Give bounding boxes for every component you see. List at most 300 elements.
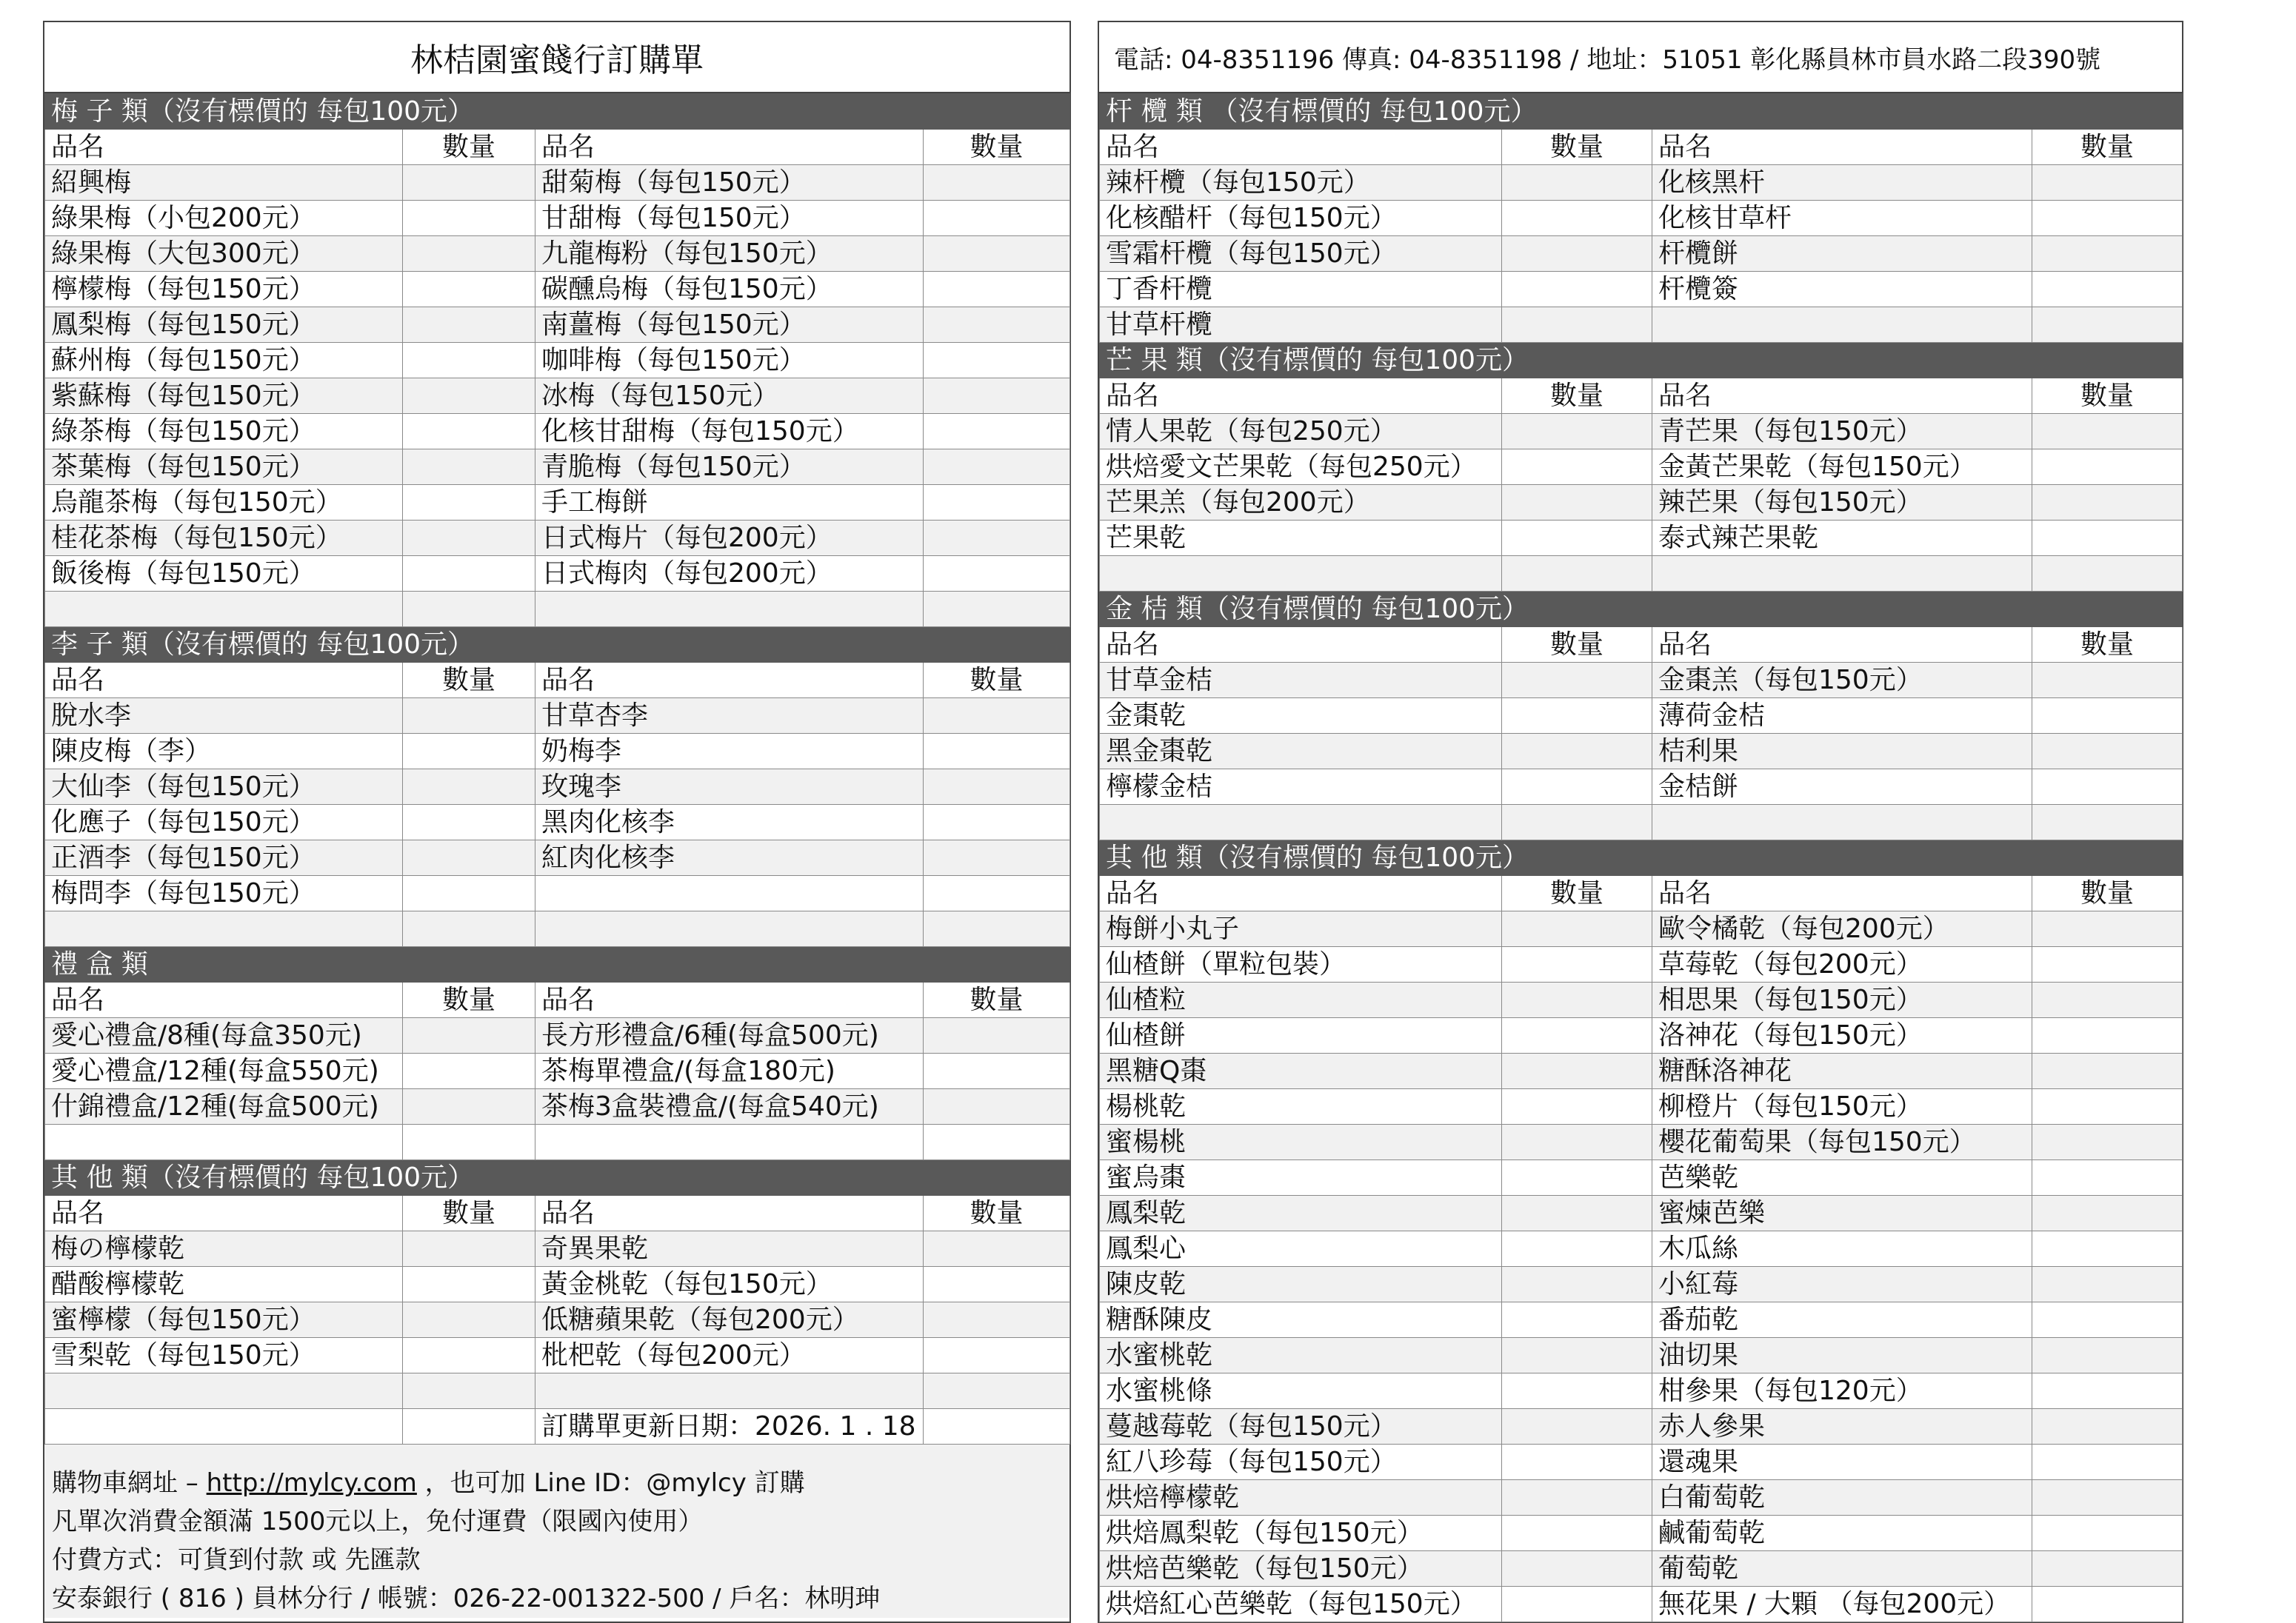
section-header: [1100, 343, 2183, 378]
quantity-cell[interactable]: [403, 769, 535, 805]
product-name: 梅問李（每包150元）: [45, 876, 403, 911]
product-name: 愛心禮盒/8種(每盒350元): [45, 1018, 403, 1054]
quantity-cell[interactable]: [1502, 1302, 1652, 1338]
table-row: [45, 1302, 1070, 1338]
quantity-cell[interactable]: [403, 449, 535, 485]
quantity-cell[interactable]: [924, 165, 1070, 201]
table-row: [45, 1125, 1070, 1160]
quantity-cell[interactable]: [403, 236, 535, 272]
section-title: 芒 果 類（沒有標價的 每包100元）: [1100, 343, 2183, 378]
quantity-cell[interactable]: [1502, 201, 1652, 236]
quantity-cell[interactable]: [2032, 1516, 2183, 1551]
column-header-name: 品名: [45, 1196, 403, 1231]
quantity-cell[interactable]: [2032, 663, 2183, 698]
quantity-cell[interactable]: [2032, 307, 2183, 343]
quantity-cell[interactable]: [1502, 1125, 1652, 1160]
quantity-cell[interactable]: [924, 1018, 1070, 1054]
table-row: [45, 592, 1070, 627]
order-form-right-panel: [1098, 21, 2183, 1623]
quantity-cell[interactable]: [2032, 201, 2183, 236]
quantity-cell[interactable]: [924, 1231, 1070, 1267]
quantity-cell[interactable]: [1502, 1587, 1652, 1622]
quantity-cell[interactable]: [924, 485, 1070, 521]
table-row: [45, 201, 1070, 236]
section-title: 金 桔 類（沒有標價的 每包100元）: [1100, 592, 2183, 627]
quantity-cell[interactable]: [2032, 1196, 2183, 1231]
column-header-qty: 數量: [2032, 876, 2183, 911]
table-row: [45, 414, 1070, 449]
table-row: [1100, 1125, 2183, 1160]
quantity-cell[interactable]: [924, 1054, 1070, 1089]
table-row: [45, 307, 1070, 343]
product-name: 黑金棗乾: [1100, 734, 1502, 769]
product-name: 蜜烏棗: [1100, 1160, 1502, 1196]
table-row: [45, 272, 1070, 307]
product-name: 金黃芒果乾（每包150元）: [1652, 449, 2032, 485]
product-name: 紅肉化核李: [535, 840, 924, 876]
product-name: 桔利果: [1652, 734, 2032, 769]
quantity-cell[interactable]: [924, 449, 1070, 485]
quantity-cell[interactable]: [1502, 1409, 1652, 1445]
product-name: 辣芒果（每包150元）: [1652, 485, 2032, 521]
quantity-cell[interactable]: [924, 698, 1070, 734]
product-name: [45, 592, 403, 627]
column-header-name: 品名: [535, 663, 924, 698]
table-row: [1100, 201, 2183, 236]
quantity-cell[interactable]: [1502, 1551, 1652, 1587]
column-header-name: 品名: [45, 663, 403, 698]
table-row: [45, 449, 1070, 485]
quantity-cell[interactable]: [1502, 414, 1652, 449]
product-name: [45, 1125, 403, 1160]
quantity-cell[interactable]: [403, 1018, 535, 1054]
quantity-cell[interactable]: [403, 698, 535, 734]
column-header-qty: 數量: [403, 663, 535, 698]
section-header: [45, 94, 1070, 130]
column-header-qty: 數量: [1502, 378, 1652, 414]
cart-line: [52, 1464, 1062, 1502]
right-product-table: [1099, 93, 2183, 1622]
quantity-cell[interactable]: [2032, 734, 2183, 769]
quantity-cell[interactable]: [403, 272, 535, 307]
quantity-cell[interactable]: [2032, 1373, 2183, 1409]
quantity-cell[interactable]: [403, 1267, 535, 1302]
quantity-cell[interactable]: [403, 1302, 535, 1338]
quantity-cell[interactable]: [924, 1267, 1070, 1302]
quantity-cell[interactable]: [2032, 1338, 2183, 1373]
product-name: 黑肉化核李: [535, 805, 924, 840]
table-row: [1100, 1089, 2183, 1125]
product-name: 化核甘草杆: [1652, 201, 2032, 236]
quantity-cell[interactable]: [2032, 236, 2183, 272]
product-name: 甘草杆欖: [1100, 307, 1502, 343]
table-row: [45, 1018, 1070, 1054]
quantity-cell[interactable]: [2032, 449, 2183, 485]
product-name: 南薑梅（每包150元）: [535, 307, 924, 343]
quantity-cell[interactable]: [1502, 983, 1652, 1018]
quantity-cell[interactable]: [1502, 556, 1652, 592]
column-header-qty: 數量: [403, 1196, 535, 1231]
quantity-cell[interactable]: [403, 805, 535, 840]
table-row: [45, 769, 1070, 805]
product-name: 情人果乾（每包250元）: [1100, 414, 1502, 449]
quantity-cell[interactable]: [403, 876, 535, 911]
quantity-cell[interactable]: [1502, 1338, 1652, 1373]
quantity-cell[interactable]: [924, 1409, 1070, 1445]
table-row: [1100, 449, 2183, 485]
product-name: 紹興梅: [45, 165, 403, 201]
quantity-cell[interactable]: [924, 840, 1070, 876]
quantity-cell[interactable]: [1502, 1160, 1652, 1196]
product-name: 冰梅（每包150元）: [535, 378, 924, 414]
quantity-cell[interactable]: [1502, 1196, 1652, 1231]
quantity-cell[interactable]: [1502, 663, 1652, 698]
quantity-cell[interactable]: [2032, 1480, 2183, 1516]
product-name: [45, 1409, 403, 1445]
quantity-cell[interactable]: [403, 734, 535, 769]
table-row: [1100, 1587, 2183, 1622]
product-name: [535, 592, 924, 627]
table-row: [45, 840, 1070, 876]
quantity-cell[interactable]: [1502, 449, 1652, 485]
product-name: 鳳梨乾: [1100, 1196, 1502, 1231]
quantity-cell[interactable]: [403, 343, 535, 378]
quantity-cell[interactable]: [2032, 414, 2183, 449]
quantity-cell[interactable]: [924, 911, 1070, 947]
section-title: 李 子 類（沒有標價的 每包100元）: [45, 627, 1070, 663]
quantity-cell[interactable]: [403, 378, 535, 414]
quantity-cell[interactable]: [924, 1125, 1070, 1160]
quantity-cell[interactable]: [1502, 521, 1652, 556]
product-name: 青脆梅（每包150元）: [535, 449, 924, 485]
cart-prefix: 購物車網址 –: [52, 1468, 207, 1498]
quantity-cell[interactable]: [924, 769, 1070, 805]
column-header-name: 品名: [535, 983, 924, 1018]
quantity-cell[interactable]: [403, 1373, 535, 1409]
product-name: 綠果梅（大包300元）: [45, 236, 403, 272]
product-name: 烘焙芭樂乾（每包150元）: [1100, 1551, 1502, 1587]
column-header-row: [1100, 378, 2183, 414]
quantity-cell[interactable]: [2032, 1089, 2183, 1125]
order-info-footer: [44, 1445, 1069, 1618]
product-name: 丁香杆欖: [1100, 272, 1502, 307]
quantity-cell[interactable]: [2032, 1551, 2183, 1587]
product-name: 仙楂粒: [1100, 983, 1502, 1018]
product-name: 醋酸檸檬乾: [45, 1267, 403, 1302]
quantity-cell[interactable]: [924, 272, 1070, 307]
quantity-cell[interactable]: [1502, 805, 1652, 840]
quantity-cell[interactable]: [403, 911, 535, 947]
quantity-cell[interactable]: [2032, 805, 2183, 840]
quantity-cell[interactable]: [403, 307, 535, 343]
quantity-cell[interactable]: [2032, 1125, 2183, 1160]
quantity-cell[interactable]: [1502, 236, 1652, 272]
product-name: 仙楂餅: [1100, 1018, 1502, 1054]
table-row: [1100, 1267, 2183, 1302]
product-name: 歐令橘乾（每包200元）: [1652, 911, 2032, 947]
column-header-qty: 數量: [1502, 130, 1652, 165]
table-row: [1100, 734, 2183, 769]
bank-account-note: 安泰銀行 ( 816 ) 員林分行 / 帳號：026-22-001322-500 / 戶名：林明珅: [52, 1584, 881, 1613]
product-name: 枇杷乾（每包200元）: [535, 1338, 924, 1373]
quantity-cell[interactable]: [1502, 165, 1652, 201]
table-row: [45, 1089, 1070, 1125]
quantity-cell[interactable]: [924, 805, 1070, 840]
product-name: 白葡萄乾: [1652, 1480, 2032, 1516]
section-header: [45, 627, 1070, 663]
quantity-cell[interactable]: [1502, 1373, 1652, 1409]
product-name: 雪霜杆欖（每包150元）: [1100, 236, 1502, 272]
product-name: 日式梅片（每包200元）: [535, 521, 924, 556]
table-row: [45, 236, 1070, 272]
quantity-cell[interactable]: [1502, 911, 1652, 947]
product-name: 蜜楊桃: [1100, 1125, 1502, 1160]
product-name: 蔓越莓乾（每包150元）: [1100, 1409, 1502, 1445]
quantity-cell[interactable]: [1502, 307, 1652, 343]
quantity-cell[interactable]: [924, 1338, 1070, 1373]
quantity-cell[interactable]: [1502, 769, 1652, 805]
product-name: 愛心禮盒/12種(每盒550元): [45, 1054, 403, 1089]
product-name: 長方形禮盒/6種(每盒500元): [535, 1018, 924, 1054]
table-row: [1100, 1409, 2183, 1445]
product-name: 茶梅單禮盒/(每盒180元): [535, 1054, 924, 1089]
quantity-cell[interactable]: [2032, 1409, 2183, 1445]
product-name: 紫蘇梅（每包150元）: [45, 378, 403, 414]
product-name: 脫水李: [45, 698, 403, 734]
product-name: 青芒果（每包150元）: [1652, 414, 2032, 449]
product-name: 相思果（每包150元）: [1652, 983, 2032, 1018]
quantity-cell[interactable]: [924, 1089, 1070, 1125]
quantity-cell[interactable]: [2032, 1587, 2183, 1622]
product-name: 杆欖簽: [1652, 272, 2032, 307]
product-name: [45, 911, 403, 947]
column-header-qty: 數量: [1502, 627, 1652, 663]
quantity-cell[interactable]: [403, 840, 535, 876]
quantity-cell[interactable]: [403, 521, 535, 556]
quantity-cell[interactable]: [1502, 1231, 1652, 1267]
column-header-row: [45, 130, 1070, 165]
column-header-name: 品名: [1652, 378, 2032, 414]
quantity-cell[interactable]: [924, 1373, 1070, 1409]
table-row: [1100, 521, 2183, 556]
product-name: 玫瑰李: [535, 769, 924, 805]
table-row: [45, 698, 1070, 734]
product-name: 烘焙紅心芭樂乾（每包150元）: [1100, 1587, 1502, 1622]
section-header: [45, 947, 1070, 983]
product-name: [535, 876, 924, 911]
section-title: 杆 欖 類 （沒有標價的 每包100元）: [1100, 94, 2183, 130]
product-name: 九龍梅粉（每包150元）: [535, 236, 924, 272]
product-name: 辣杆欖（每包150元）: [1100, 165, 1502, 201]
product-name: [1652, 556, 2032, 592]
product-name: 小紅莓: [1652, 1267, 2032, 1302]
quantity-cell[interactable]: [403, 592, 535, 627]
quantity-cell[interactable]: [403, 556, 535, 592]
table-row: [1100, 1302, 2183, 1338]
product-name: [535, 1373, 924, 1409]
quantity-cell[interactable]: [924, 307, 1070, 343]
table-row: [1100, 1160, 2183, 1196]
product-name: 芒果乾: [1100, 521, 1502, 556]
quantity-cell[interactable]: [403, 165, 535, 201]
column-header-qty: 數量: [924, 1196, 1070, 1231]
quantity-cell[interactable]: [924, 236, 1070, 272]
quantity-cell[interactable]: [2032, 1160, 2183, 1196]
table-row: [1100, 663, 2183, 698]
product-name: 甘甜梅（每包150元）: [535, 201, 924, 236]
quantity-cell[interactable]: [2032, 1018, 2183, 1054]
contact-info: 電話: 04-8351196 傳真: 04-8351198 / 地址：51051 彰化縣員林市員水路二段390號: [1099, 22, 2182, 93]
quantity-cell[interactable]: [924, 378, 1070, 414]
quantity-cell[interactable]: [403, 1125, 535, 1160]
section-title: 其 他 類（沒有標價的 每包100元）: [1100, 840, 2183, 876]
quantity-cell[interactable]: [2032, 769, 2183, 805]
product-name: 糖酥陳皮: [1100, 1302, 1502, 1338]
quantity-cell[interactable]: [403, 1338, 535, 1373]
quantity-cell[interactable]: [2032, 1267, 2183, 1302]
column-header-row: [1100, 627, 2183, 663]
product-name: 赤人參果: [1652, 1409, 2032, 1445]
product-name: 陳皮梅（李）: [45, 734, 403, 769]
quantity-cell[interactable]: [924, 521, 1070, 556]
table-row: [1100, 165, 2183, 201]
product-name: 油切果: [1652, 1338, 2032, 1373]
quantity-cell[interactable]: [1502, 1445, 1652, 1480]
quantity-cell[interactable]: [2032, 272, 2183, 307]
table-row: [1100, 769, 2183, 805]
quantity-cell[interactable]: [403, 201, 535, 236]
table-row: [1100, 485, 2183, 521]
quantity-cell[interactable]: [403, 414, 535, 449]
product-name: [1652, 805, 2032, 840]
order-form-left-panel: [43, 21, 1071, 1623]
product-name: 蜜煉芭樂: [1652, 1196, 2032, 1231]
product-name: 還魂果: [1652, 1445, 2032, 1480]
section-header: [1100, 840, 2183, 876]
table-row: [1100, 805, 2183, 840]
quantity-cell[interactable]: [924, 343, 1070, 378]
table-row: [1100, 307, 2183, 343]
quantity-cell[interactable]: [1502, 272, 1652, 307]
quantity-cell[interactable]: [2032, 1231, 2183, 1267]
product-name: 杆欖餅: [1652, 236, 2032, 272]
table-row: [45, 1054, 1070, 1089]
product-name: 烘焙鳳梨乾（每包150元）: [1100, 1516, 1502, 1551]
product-name: 仙楂餅（單粒包裝）: [1100, 947, 1502, 983]
product-name: 飯後梅（每包150元）: [45, 556, 403, 592]
product-name: 咖啡梅（每包150元）: [535, 343, 924, 378]
product-name: 低糖蘋果乾（每包200元）: [535, 1302, 924, 1338]
quantity-cell[interactable]: [403, 1054, 535, 1089]
column-header-name: 品名: [1100, 130, 1502, 165]
table-row: [1100, 1516, 2183, 1551]
quantity-cell[interactable]: [403, 1409, 535, 1445]
quantity-cell[interactable]: [2032, 521, 2183, 556]
table-row: [1100, 414, 2183, 449]
page-title: 林桔園蜜餞行訂購單: [44, 22, 1069, 93]
quantity-cell[interactable]: [1502, 485, 1652, 521]
product-name: 梅の檸檬乾: [45, 1231, 403, 1267]
product-name: 洛神花（每包150元）: [1652, 1018, 2032, 1054]
column-header-qty: 數量: [2032, 378, 2183, 414]
quantity-cell[interactable]: [403, 1089, 535, 1125]
product-name: [1100, 556, 1502, 592]
quantity-cell[interactable]: [2032, 1302, 2183, 1338]
table-row: [1100, 1054, 2183, 1089]
quantity-cell[interactable]: [1502, 1267, 1652, 1302]
product-name: 烘焙檸檬乾: [1100, 1480, 1502, 1516]
column-header-name: 品名: [535, 130, 924, 165]
quantity-cell[interactable]: [2032, 911, 2183, 947]
product-name: 番茄乾: [1652, 1302, 2032, 1338]
product-name: 紅八珍莓（每包150元）: [1100, 1445, 1502, 1480]
column-header-name: 品名: [1100, 378, 1502, 414]
quantity-cell[interactable]: [924, 556, 1070, 592]
product-name: 水蜜桃條: [1100, 1373, 1502, 1409]
quantity-cell[interactable]: [924, 876, 1070, 911]
quantity-cell[interactable]: [1502, 1054, 1652, 1089]
quantity-cell[interactable]: [2032, 1445, 2183, 1480]
table-row: [45, 1338, 1070, 1373]
table-row: [1100, 1551, 2183, 1587]
table-row: [45, 1267, 1070, 1302]
quantity-cell[interactable]: [2032, 556, 2183, 592]
quantity-cell[interactable]: [1502, 947, 1652, 983]
quantity-cell[interactable]: [1502, 1516, 1652, 1551]
quantity-cell[interactable]: [2032, 485, 2183, 521]
quantity-cell[interactable]: [924, 1302, 1070, 1338]
table-row: [45, 734, 1070, 769]
table-row: [1100, 911, 2183, 947]
quantity-cell[interactable]: [1502, 734, 1652, 769]
column-header-row: [45, 663, 1070, 698]
product-name: [535, 1125, 924, 1160]
table-row: [45, 1409, 1070, 1445]
quantity-cell[interactable]: [924, 592, 1070, 627]
column-header-qty: 數量: [403, 983, 535, 1018]
table-row: [1100, 1373, 2183, 1409]
product-name: 綠茶梅（每包150元）: [45, 414, 403, 449]
quantity-cell[interactable]: [924, 734, 1070, 769]
product-name: 化應子（每包150元）: [45, 805, 403, 840]
cart-url-link[interactable]: http://mylcy.com: [206, 1468, 417, 1498]
quantity-cell[interactable]: [2032, 947, 2183, 983]
product-name: 楊桃乾: [1100, 1089, 1502, 1125]
quantity-cell[interactable]: [403, 1231, 535, 1267]
table-row: [1100, 1196, 2183, 1231]
table-row: [45, 343, 1070, 378]
table-row: [1100, 1480, 2183, 1516]
product-name: 薄荷金桔: [1652, 698, 2032, 734]
column-header-qty: 數量: [924, 130, 1070, 165]
quantity-cell[interactable]: [2032, 1054, 2183, 1089]
table-row: [1100, 236, 2183, 272]
quantity-cell[interactable]: [403, 485, 535, 521]
table-row: [1100, 1018, 2183, 1054]
quantity-cell[interactable]: [924, 201, 1070, 236]
quantity-cell[interactable]: [1502, 1480, 1652, 1516]
product-name: 金桔餅: [1652, 769, 2032, 805]
quantity-cell[interactable]: [1502, 1089, 1652, 1125]
quantity-cell[interactable]: [1502, 698, 1652, 734]
quantity-cell[interactable]: [2032, 698, 2183, 734]
section-header: [1100, 94, 2183, 130]
quantity-cell[interactable]: [924, 414, 1070, 449]
quantity-cell[interactable]: [2032, 165, 2183, 201]
table-row: [1100, 698, 2183, 734]
quantity-cell[interactable]: [1502, 1018, 1652, 1054]
quantity-cell[interactable]: [2032, 983, 2183, 1018]
